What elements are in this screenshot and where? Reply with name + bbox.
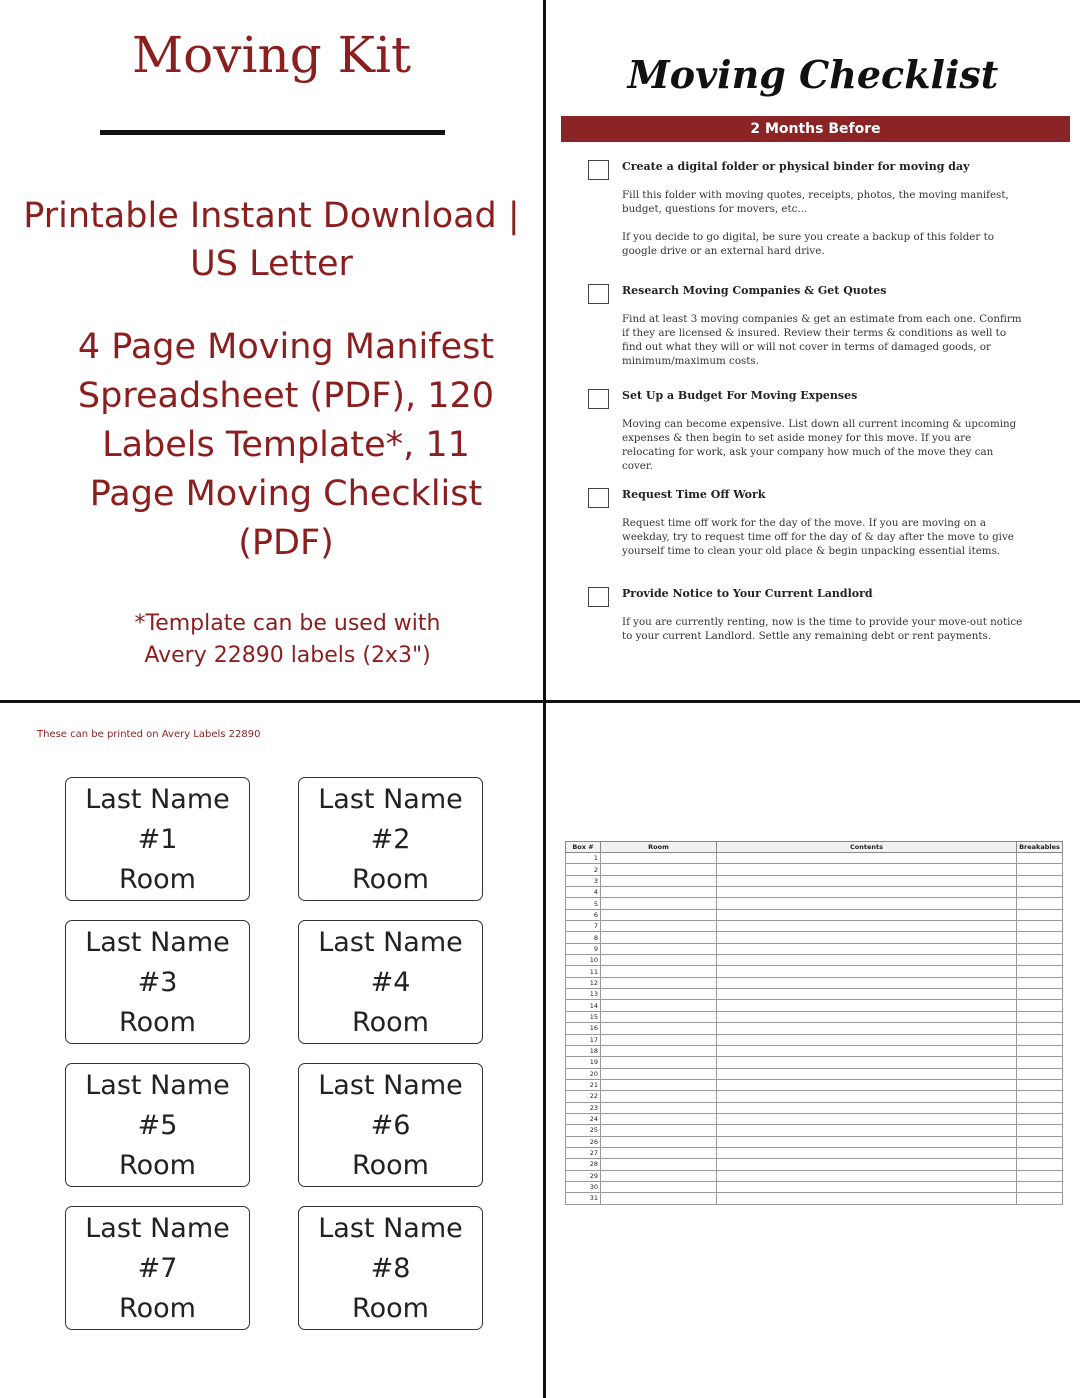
room-cell[interactable] xyxy=(601,1023,717,1034)
checkbox[interactable] xyxy=(588,587,609,607)
label-name: Last Name xyxy=(318,784,463,815)
contents-cell[interactable] xyxy=(717,864,1017,875)
table-row xyxy=(566,1113,1063,1124)
table-row xyxy=(566,955,1063,966)
box-number-cell: 10 xyxy=(566,955,601,966)
table-row xyxy=(566,898,1063,909)
format-line xyxy=(0,192,543,288)
table-row xyxy=(566,921,1063,932)
room-cell[interactable] xyxy=(601,1147,717,1158)
breakables-cell[interactable] xyxy=(1017,1034,1063,1045)
breakables-cell[interactable] xyxy=(1017,853,1063,864)
box-number-cell: 5 xyxy=(566,898,601,909)
label-name: Last Name xyxy=(85,1213,230,1244)
table-row xyxy=(566,966,1063,977)
contents-cell[interactable] xyxy=(717,1057,1017,1068)
task-text: Fill this folder with moving quotes, receipts, photos, the moving manifest, budget, questions for movers, etc... xyxy=(622,189,1009,215)
contents-cell[interactable] xyxy=(717,1159,1017,1170)
room-cell[interactable] xyxy=(601,1091,717,1102)
task-title: Set Up a Budget For Moving Expenses xyxy=(622,389,858,402)
contents-cell[interactable] xyxy=(717,943,1017,954)
room-cell[interactable] xyxy=(601,1181,717,1192)
table-row xyxy=(566,1125,1063,1136)
breakables-cell[interactable] xyxy=(1017,1147,1063,1158)
template-note-1: *Template can be used with xyxy=(134,611,441,636)
box-number-cell: 26 xyxy=(566,1136,601,1147)
product-info-panel xyxy=(0,0,543,700)
task-title: Provide Notice to Your Current Landlord xyxy=(622,587,873,600)
room-cell[interactable] xyxy=(601,1068,717,1079)
room-cell[interactable] xyxy=(601,875,717,886)
table-row xyxy=(566,943,1063,954)
room-cell[interactable] xyxy=(601,1136,717,1147)
task-body xyxy=(622,516,1027,558)
col-header-room: Room xyxy=(601,842,717,853)
box-number-cell: 15 xyxy=(566,1011,601,1022)
box-label xyxy=(298,1063,483,1187)
breakables-cell[interactable] xyxy=(1017,1170,1063,1181)
col-header-box: Box # xyxy=(566,842,601,853)
contents-description: 4 Page Moving Manifest Spreadsheet (PDF), 120 Labels Template*, 11 Page Moving Checklist (PDF) xyxy=(77,327,495,563)
box-label xyxy=(298,1206,483,1330)
breakables-cell[interactable] xyxy=(1017,1159,1063,1170)
table-row xyxy=(566,1079,1063,1090)
breakables-cell[interactable] xyxy=(1017,1011,1063,1022)
label-name: Last Name xyxy=(85,784,230,815)
box-number-cell: 23 xyxy=(566,1102,601,1113)
box-number-cell: 17 xyxy=(566,1034,601,1045)
breakables-cell[interactable] xyxy=(1017,1136,1063,1147)
box-number-cell: 7 xyxy=(566,921,601,932)
room-cell[interactable] xyxy=(601,898,717,909)
box-label xyxy=(298,920,483,1044)
room-cell[interactable] xyxy=(601,977,717,988)
box-number-cell: 25 xyxy=(566,1125,601,1136)
label-name: Last Name xyxy=(85,1070,230,1101)
room-cell[interactable] xyxy=(601,966,717,977)
box-number-cell: 30 xyxy=(566,1181,601,1192)
room-cell[interactable] xyxy=(601,943,717,954)
box-number-cell: 13 xyxy=(566,989,601,1000)
breakables-cell[interactable] xyxy=(1017,1091,1063,1102)
contents-cell[interactable] xyxy=(717,1193,1017,1204)
contents-cell[interactable] xyxy=(717,1170,1017,1181)
box-number-cell: 31 xyxy=(566,1193,601,1204)
task-body xyxy=(622,312,1027,368)
contents-cell[interactable] xyxy=(717,989,1017,1000)
breakables-cell[interactable] xyxy=(1017,1079,1063,1090)
box-number-cell: 21 xyxy=(566,1079,601,1090)
breakables-cell[interactable] xyxy=(1017,1113,1063,1124)
label-number: #2 xyxy=(370,824,411,855)
box-number-cell: 27 xyxy=(566,1147,601,1158)
contents-cell[interactable] xyxy=(717,955,1017,966)
room-cell[interactable] xyxy=(601,887,717,898)
table-row xyxy=(566,875,1063,886)
table-row xyxy=(566,1068,1063,1079)
breakables-cell[interactable] xyxy=(1017,966,1063,977)
room-cell[interactable] xyxy=(601,932,717,943)
box-number-cell: 16 xyxy=(566,1023,601,1034)
contents-cell[interactable] xyxy=(717,1125,1017,1136)
col-header-contents: Contents xyxy=(717,842,1017,853)
box-number-cell: 1 xyxy=(566,853,601,864)
title-underline xyxy=(100,130,445,135)
table-row xyxy=(566,1181,1063,1192)
room-cell[interactable] xyxy=(601,955,717,966)
task-title: Request Time Off Work xyxy=(622,488,766,501)
contents-cell[interactable] xyxy=(717,1091,1017,1102)
contents-cell[interactable] xyxy=(717,1011,1017,1022)
label-name: Last Name xyxy=(318,1070,463,1101)
box-number-cell: 20 xyxy=(566,1068,601,1079)
task-text: Request time off work for the day of the move. If you are moving on a weekday, try to request time off for the day of & day after the move to give yourself time to clean your old place & begin unpacking essential items. xyxy=(622,517,1014,557)
contents-cell[interactable] xyxy=(717,1079,1017,1090)
table-row xyxy=(566,1091,1063,1102)
contents-cell[interactable] xyxy=(717,1034,1017,1045)
avery-note: These can be printed on Avery Labels 22890 xyxy=(37,729,261,740)
table-header-row xyxy=(566,842,1063,853)
box-number-cell: 14 xyxy=(566,1000,601,1011)
breakables-cell[interactable] xyxy=(1017,887,1063,898)
label-room: Room xyxy=(119,1007,196,1038)
room-cell[interactable] xyxy=(601,989,717,1000)
breakables-cell[interactable] xyxy=(1017,1000,1063,1011)
template-note xyxy=(80,608,495,672)
contents-cell[interactable] xyxy=(717,1068,1017,1079)
contents-cell[interactable] xyxy=(717,887,1017,898)
breakables-cell[interactable] xyxy=(1017,909,1063,920)
breakables-cell[interactable] xyxy=(1017,989,1063,1000)
breakables-cell[interactable] xyxy=(1017,1023,1063,1034)
table-row xyxy=(566,1045,1063,1056)
label-number: #3 xyxy=(137,967,178,998)
template-note-2: Avery 22890 labels (2x3") xyxy=(144,643,431,668)
room-cell[interactable] xyxy=(601,1159,717,1170)
col-header-breakables: Breakables xyxy=(1017,842,1063,853)
room-cell[interactable] xyxy=(601,1034,717,1045)
contents-cell[interactable] xyxy=(717,1147,1017,1158)
room-cell[interactable] xyxy=(601,1057,717,1068)
task-body xyxy=(622,417,1027,473)
table-row xyxy=(566,977,1063,988)
task-text: If you decide to go digital, be sure you create a backup of this folder to google drive or an external hard drive. xyxy=(622,231,994,257)
table-row xyxy=(566,1159,1063,1170)
contents-cell[interactable] xyxy=(717,853,1017,864)
format-line-1: Printable Instant Download | xyxy=(23,196,520,236)
breakables-cell[interactable] xyxy=(1017,864,1063,875)
checkbox[interactable] xyxy=(588,284,609,304)
room-cell[interactable] xyxy=(601,1193,717,1204)
box-label xyxy=(65,920,250,1044)
box-label xyxy=(65,777,250,901)
task-body xyxy=(622,188,1027,258)
table-row xyxy=(566,1193,1063,1204)
moving-manifest-table xyxy=(565,841,1063,1205)
table-row xyxy=(566,989,1063,1000)
table-row xyxy=(566,1023,1063,1034)
breakables-cell[interactable] xyxy=(1017,1181,1063,1192)
breakables-cell[interactable] xyxy=(1017,932,1063,943)
task-title: Research Moving Companies & Get Quotes xyxy=(622,284,887,297)
box-number-cell: 6 xyxy=(566,909,601,920)
contents-cell[interactable] xyxy=(717,977,1017,988)
breakables-cell[interactable] xyxy=(1017,1193,1063,1204)
table-row xyxy=(566,1034,1063,1045)
room-cell[interactable] xyxy=(601,853,717,864)
label-number: #6 xyxy=(370,1110,411,1141)
label-name: Last Name xyxy=(318,1213,463,1244)
breakables-cell[interactable] xyxy=(1017,875,1063,886)
label-room: Room xyxy=(352,1293,429,1324)
contents-cell[interactable] xyxy=(717,909,1017,920)
task-body xyxy=(622,615,1027,643)
table-row xyxy=(566,1011,1063,1022)
breakables-cell[interactable] xyxy=(1017,955,1063,966)
label-room: Room xyxy=(352,864,429,895)
contents-cell[interactable] xyxy=(717,966,1017,977)
table-row xyxy=(566,887,1063,898)
breakables-cell[interactable] xyxy=(1017,1045,1063,1056)
table-row xyxy=(566,1170,1063,1181)
breakables-cell[interactable] xyxy=(1017,1125,1063,1136)
box-label xyxy=(65,1206,250,1330)
contents-cell[interactable] xyxy=(717,1113,1017,1124)
box-number-cell: 9 xyxy=(566,943,601,954)
breakables-cell[interactable] xyxy=(1017,921,1063,932)
label-room: Room xyxy=(119,864,196,895)
breakables-cell[interactable] xyxy=(1017,1057,1063,1068)
table-row xyxy=(566,864,1063,875)
box-label xyxy=(65,1063,250,1187)
label-number: #5 xyxy=(137,1110,178,1141)
table-row xyxy=(566,909,1063,920)
table-row xyxy=(566,853,1063,864)
box-number-cell: 8 xyxy=(566,932,601,943)
box-number-cell: 29 xyxy=(566,1170,601,1181)
table-row xyxy=(566,1136,1063,1147)
table-row xyxy=(566,1057,1063,1068)
label-name: Last Name xyxy=(85,927,230,958)
label-number: #4 xyxy=(370,967,411,998)
contents-cell[interactable] xyxy=(717,1102,1017,1113)
box-number-cell: 4 xyxy=(566,887,601,898)
breakables-cell[interactable] xyxy=(1017,977,1063,988)
label-name: Last Name xyxy=(318,927,463,958)
breakables-cell[interactable] xyxy=(1017,943,1063,954)
label-room: Room xyxy=(352,1007,429,1038)
box-number-cell: 22 xyxy=(566,1091,601,1102)
room-cell[interactable] xyxy=(601,921,717,932)
box-number-cell: 24 xyxy=(566,1113,601,1124)
contents-cell[interactable] xyxy=(717,1000,1017,1011)
room-cell[interactable] xyxy=(601,1000,717,1011)
table-row xyxy=(566,932,1063,943)
format-line-2: US Letter xyxy=(190,244,353,284)
contents-cell[interactable] xyxy=(717,1181,1017,1192)
box-number-cell: 3 xyxy=(566,875,601,886)
checkbox[interactable] xyxy=(588,160,609,180)
table-row xyxy=(566,1102,1063,1113)
kit-title: Moving Kit xyxy=(131,26,412,84)
label-number: #1 xyxy=(137,824,178,855)
room-cell[interactable] xyxy=(601,1170,717,1181)
table-row xyxy=(566,1000,1063,1011)
box-number-cell: 12 xyxy=(566,977,601,988)
label-number: #8 xyxy=(370,1253,411,1284)
task-text: If you are currently renting, now is the time to provide your move-out notice to your current Landlord. Settle any remaining debt or rent payments. xyxy=(622,616,1023,642)
contents-cell[interactable] xyxy=(717,1023,1017,1034)
breakables-cell[interactable] xyxy=(1017,898,1063,909)
contents-cell[interactable] xyxy=(717,1045,1017,1056)
contents-cell[interactable] xyxy=(717,875,1017,886)
label-number: #7 xyxy=(137,1253,178,1284)
room-cell[interactable] xyxy=(601,1045,717,1056)
room-cell[interactable] xyxy=(601,864,717,875)
room-cell[interactable] xyxy=(601,909,717,920)
box-number-cell: 18 xyxy=(566,1045,601,1056)
label-room: Room xyxy=(352,1150,429,1181)
checklist-title: Moving Checklist xyxy=(627,52,999,97)
table-row xyxy=(566,1147,1063,1158)
box-label xyxy=(298,777,483,901)
task-text: Moving can become expensive. List down all current incoming & upcoming expenses & then begin to set aside money for this move. If you are relocating for work, ask your company how much of the move they can cover. xyxy=(622,418,1017,472)
room-cell[interactable] xyxy=(601,1102,717,1113)
contents-cell[interactable] xyxy=(717,921,1017,932)
box-number-cell: 19 xyxy=(566,1057,601,1068)
box-number-cell: 2 xyxy=(566,864,601,875)
breakables-cell[interactable] xyxy=(1017,1068,1063,1079)
box-number-cell: 28 xyxy=(566,1159,601,1170)
horizontal-divider xyxy=(0,700,1080,703)
label-room: Room xyxy=(119,1293,196,1324)
checkbox[interactable] xyxy=(588,389,609,409)
room-cell[interactable] xyxy=(601,1079,717,1090)
room-cell[interactable] xyxy=(601,1113,717,1124)
vertical-divider xyxy=(543,0,546,1398)
checkbox[interactable] xyxy=(588,488,609,508)
room-cell[interactable] xyxy=(601,1011,717,1022)
contents-cell[interactable] xyxy=(717,1136,1017,1147)
breakables-cell[interactable] xyxy=(1017,1102,1063,1113)
room-cell[interactable] xyxy=(601,1125,717,1136)
task-text: Find at least 3 moving companies & get an estimate from each one. Confirm if they are licensed & insured. Review their terms & conditions as well to find out what they will or will not cover in terms of damaged goods, or minimum/maximum costs. xyxy=(622,313,1022,367)
contents-cell[interactable] xyxy=(717,932,1017,943)
label-room: Room xyxy=(119,1150,196,1181)
section-header: 2 Months Before xyxy=(561,116,1070,142)
contents-cell[interactable] xyxy=(717,898,1017,909)
task-title: Create a digital folder or physical binder for moving day xyxy=(622,160,970,173)
box-number-cell: 11 xyxy=(566,966,601,977)
